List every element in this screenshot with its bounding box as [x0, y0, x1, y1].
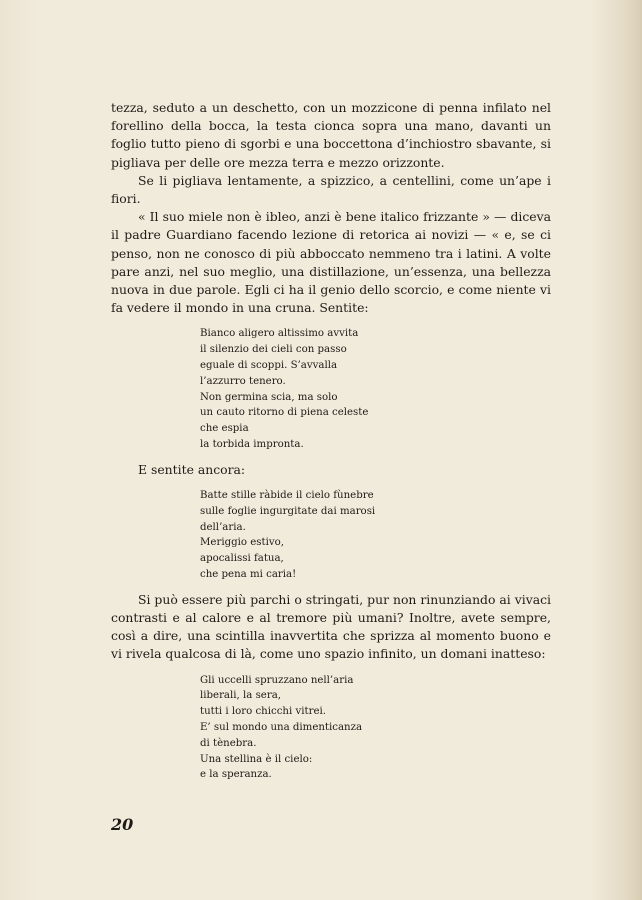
- paragraph-3: « Il suo miele non è ibleo, anzi è bene italico frizzante » — diceva il padre Guardiano facendo lezione di retorica ai novizi — « e, se ci penso, non ne conosco di più abboccato nemmeno tra i latini. A volte pare anzi, nel suo meglio, una distillazione, un’essenza, una bellezza nuova in due parole. Egli ci ha il genio dello scorcio, e come niente vi fa vedere il mondo in una cruna. Sentite:: [111, 209, 551, 316]
- poem-line: l’azzurro tenero.: [200, 375, 286, 387]
- poem-3: [200, 673, 551, 784]
- poem-line: dell’aria.: [200, 521, 246, 533]
- poem-line: Gli uccelli spruzzano nell’aria: [200, 674, 354, 686]
- poem-line: un cauto ritorno di piena celeste: [200, 407, 369, 419]
- text-block: [111, 99, 551, 791]
- poem-line: e la speranza.: [200, 769, 272, 781]
- poem-1: [200, 326, 551, 452]
- paragraph-1: tezza, seduto a un deschetto, con un mozzicone di penna infilato nel forellino della bocca, la testa cionca sopra una mano, davanti un foglio tutto pieno di sgorbi e una boccettona d’inchiostro sbavante, si pigliava per delle ore mezza terra e mezzo orizzonte.: [111, 100, 551, 170]
- poem-line: Non germina scia, ma solo: [200, 391, 338, 403]
- poem-2: [200, 488, 551, 583]
- poem-line: Una stellina è il cielo:: [200, 753, 313, 765]
- paragraph-2: Se li pigliava lentamente, a spizzico, a centellini, come un’ape i fiori.: [111, 172, 551, 207]
- poem-line: Meriggio estivo,: [200, 537, 284, 549]
- poem-line: E’ sul mondo una dimenticanza: [200, 722, 363, 733]
- poem-line: sulle foglie ingurgitate dai marosi: [200, 505, 376, 517]
- poem-line: eguale di scoppi. S’avvalla: [200, 360, 338, 372]
- poem-line: di tènebra.: [200, 737, 257, 749]
- poem-line: liberali, la sera,: [200, 690, 282, 702]
- paragraph-4: E sentite ancora:: [138, 461, 246, 477]
- poem-line: apocalissi fatua,: [200, 553, 284, 565]
- poem-line: che pena mi caria!: [200, 569, 297, 580]
- poem-line: la torbida impronta.: [200, 439, 304, 451]
- poem-line: che espia: [200, 423, 249, 435]
- paragraph-5: Si può essere più parchi o stringati, pur non rinunziando ai vivaci contrasti e al calore e al tremore più umani? Inoltre, avete sempre, così a dire, una scintilla inavvertita che sprizza al momento buono e vi rivela qualcosa di là, come uno spazio infinito, un domani inatteso:: [111, 591, 551, 662]
- page-number: 20: [111, 815, 134, 834]
- poem-line: tutti i loro chicchi vitrei.: [200, 706, 326, 718]
- poem-line: Batte stille ràbide il cielo fùnebre: [200, 490, 374, 502]
- poem-line: Bianco aligero altissimo avvita: [200, 328, 359, 340]
- poem-line: il silenzio dei cieli con passo: [200, 344, 347, 356]
